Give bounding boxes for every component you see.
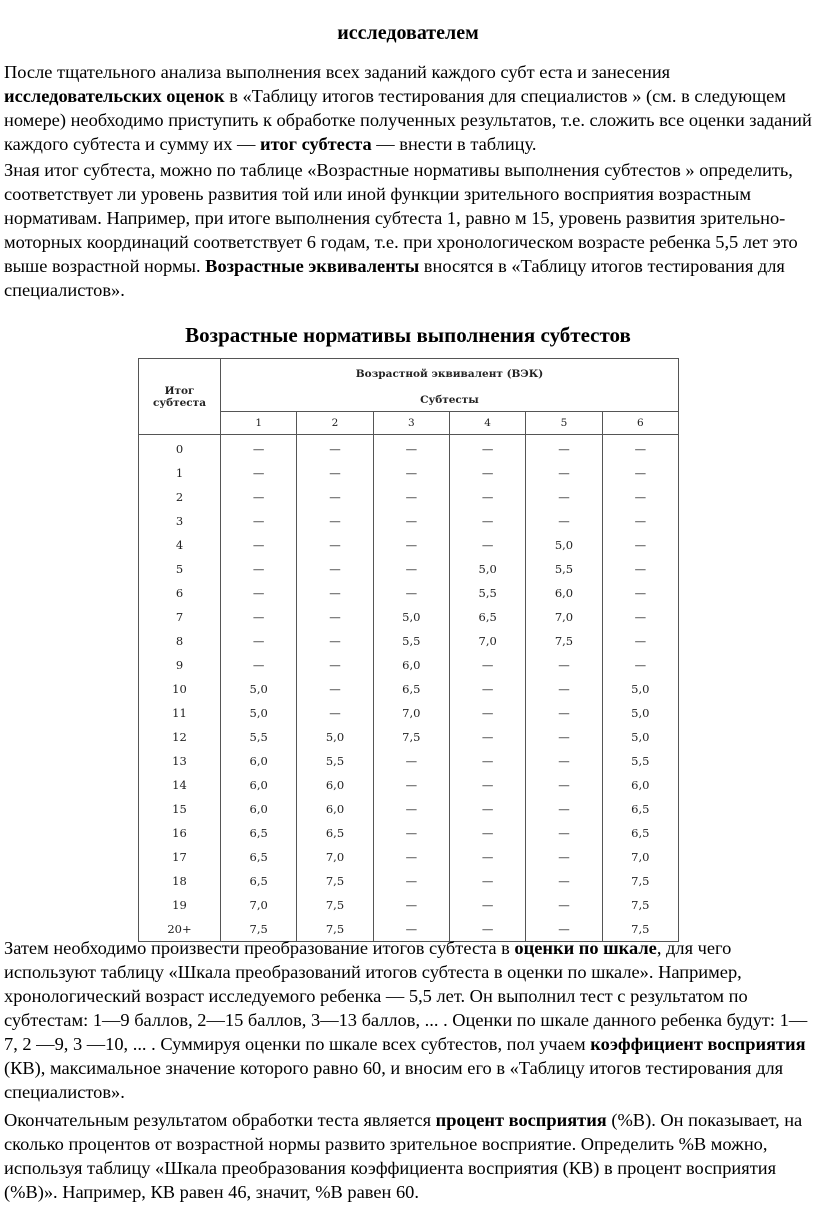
table-row bbox=[139, 893, 679, 917]
column-header-subtest: 1 bbox=[221, 412, 297, 435]
table-row bbox=[139, 869, 679, 893]
age-equivalent-cell: — bbox=[373, 749, 449, 773]
age-equivalent-cell: — bbox=[602, 605, 678, 629]
score-cell: 8 bbox=[139, 629, 221, 653]
age-equivalent-cell: — bbox=[221, 629, 297, 653]
paragraph-scores-summing bbox=[4, 60, 812, 156]
age-equivalent-cell: — bbox=[449, 893, 525, 917]
age-equivalent-cell: — bbox=[449, 653, 525, 677]
score-cell: 2 bbox=[139, 485, 221, 509]
age-equivalent-cell: 6,0 bbox=[221, 773, 297, 797]
age-equivalent-cell: — bbox=[221, 557, 297, 581]
table-row bbox=[139, 749, 679, 773]
text-span: в «Таблицу итогов тестирования для специалистов » (см. в следующем номере) необходимо приступить к обработке полученных результатов, т.е. сложить все оценки заданий каждого субтеста и сумму их — bbox=[4, 86, 812, 154]
age-equivalent-cell: — bbox=[297, 581, 373, 605]
score-cell: 15 bbox=[139, 797, 221, 821]
age-equivalent-cell: — bbox=[297, 557, 373, 581]
age-equivalent-cell: — bbox=[602, 533, 678, 557]
age-equivalent-cell: — bbox=[373, 581, 449, 605]
score-cell: 13 bbox=[139, 749, 221, 773]
table-title: Возрастные нормативы выполнения субтестов bbox=[185, 323, 631, 347]
age-equivalent-cell: 7,0 bbox=[602, 845, 678, 869]
table-row bbox=[139, 701, 679, 725]
table-row bbox=[139, 821, 679, 845]
text-span: , для чего используют таблицу «Шкала преобразований итогов субтеста в оценки по шкале». Например, хронологический возраст исследуемого ребенка — 5,5 лет. Он выполнил тест с результатом по субтестам: 1—9 баллов, 2—15 баллов, 3—13 баллов, ... . Оценки по шкале данного ребенка будут: 1—7, 2 —9, 3 —10, ... . Суммируя оценки по шкале всех субтестов, пол учаем bbox=[4, 938, 808, 1054]
age-equivalent-cell: 7,0 bbox=[449, 629, 525, 653]
age-equivalent-cell: — bbox=[221, 581, 297, 605]
age-equivalent-cell: 7,5 bbox=[602, 917, 678, 942]
age-equivalent-cell: 7,0 bbox=[297, 845, 373, 869]
age-equivalent-cell: 7,5 bbox=[526, 629, 602, 653]
age-equivalent-cell: — bbox=[297, 605, 373, 629]
age-equivalent-cell: — bbox=[221, 605, 297, 629]
age-equivalent-cell: 6,0 bbox=[373, 653, 449, 677]
table-row bbox=[139, 629, 679, 653]
age-equivalent-cell: 7,5 bbox=[297, 869, 373, 893]
age-equivalent-cell: — bbox=[449, 917, 525, 942]
age-equivalent-cell: — bbox=[602, 461, 678, 485]
age-equivalent-cell: — bbox=[373, 557, 449, 581]
age-equivalent-cell: 7,5 bbox=[602, 893, 678, 917]
age-equivalent-cell: — bbox=[526, 845, 602, 869]
term-scale-scores: оценки по шкале bbox=[514, 938, 657, 958]
age-equivalent-cell: — bbox=[373, 485, 449, 509]
column-header-subtest: 3 bbox=[373, 412, 449, 435]
age-equivalent-cell: — bbox=[449, 725, 525, 749]
age-equivalent-cell: — bbox=[449, 845, 525, 869]
age-equivalent-cell: — bbox=[602, 557, 678, 581]
age-equivalent-cell: — bbox=[373, 869, 449, 893]
text-span: (КВ), максимальное значение которого равно 60, и вносим его в «Таблицу итогов тестирования для специалистов». bbox=[4, 1058, 784, 1102]
age-equivalent-cell: — bbox=[449, 435, 525, 462]
score-cell: 6 bbox=[139, 581, 221, 605]
column-header-subtest: 2 bbox=[297, 412, 373, 435]
age-equivalent-cell: — bbox=[221, 461, 297, 485]
age-equivalent-cell: — bbox=[526, 485, 602, 509]
score-cell: 5 bbox=[139, 557, 221, 581]
age-equivalent-cell: — bbox=[602, 509, 678, 533]
age-equivalent-cell: — bbox=[221, 435, 297, 462]
table-row bbox=[139, 845, 679, 869]
text-span: Затем необходимо произвести преобразование итогов субтеста в bbox=[4, 938, 515, 958]
paragraph-scale-conversion bbox=[4, 936, 812, 1104]
age-equivalent-cell: — bbox=[373, 533, 449, 557]
age-equivalent-cell: — bbox=[297, 509, 373, 533]
table-row bbox=[139, 557, 679, 581]
age-equivalent-cell: 5,0 bbox=[602, 725, 678, 749]
table-body bbox=[139, 435, 679, 942]
age-equivalent-cell: 5,0 bbox=[449, 557, 525, 581]
score-cell: 14 bbox=[139, 773, 221, 797]
age-equivalent-cell: — bbox=[602, 581, 678, 605]
table-row bbox=[139, 485, 679, 509]
text-span: Зная итог субтеста, можно по таблице «Возрастные нормативы выполнения субтестов » определить, соответствует ли уровень развития той или иной функции зрительного восприятия возрастным нормативам. Например, при итоге выполнения субтеста 1, равно м 15, уровень развития зрительно-моторных координаций соответствует 6 годам, т.е. при хронологическом возрасте ребенка 5,5 лет это выше возрастной нормы. bbox=[4, 160, 798, 276]
age-equivalent-cell: — bbox=[602, 629, 678, 653]
table-row bbox=[139, 677, 679, 701]
age-equivalent-cell: 5,0 bbox=[297, 725, 373, 749]
age-equivalent-cell: — bbox=[297, 701, 373, 725]
age-equivalent-cell: — bbox=[297, 435, 373, 462]
text-span: вносятся в «Таблицу итогов тестирования для специалистов». bbox=[4, 256, 785, 300]
age-equivalent-cell: 5,5 bbox=[449, 581, 525, 605]
table-row bbox=[139, 533, 679, 557]
table-row bbox=[139, 653, 679, 677]
age-equivalent-cell: — bbox=[602, 485, 678, 509]
score-cell: 12 bbox=[139, 725, 221, 749]
paragraph-perception-percent bbox=[4, 1108, 812, 1204]
age-equivalent-cell: — bbox=[297, 653, 373, 677]
age-equivalent-cell: — bbox=[373, 435, 449, 462]
age-equivalent-cell: — bbox=[526, 461, 602, 485]
age-norms-table bbox=[138, 358, 679, 942]
age-equivalent-cell: — bbox=[526, 893, 602, 917]
age-equivalent-cell: 6,5 bbox=[297, 821, 373, 845]
age-equivalent-cell: — bbox=[373, 821, 449, 845]
table-row bbox=[139, 435, 679, 462]
age-equivalent-cell: 6,5 bbox=[449, 605, 525, 629]
age-equivalent-cell: 5,5 bbox=[221, 725, 297, 749]
age-equivalent-cell: — bbox=[373, 917, 449, 942]
score-cell: 20+ bbox=[139, 917, 221, 942]
text-span: После тщательного анализа выполнения всех заданий каждого субт еста и занесения bbox=[4, 62, 671, 82]
age-equivalent-cell: 5,5 bbox=[373, 629, 449, 653]
section-heading: исследователем bbox=[337, 22, 479, 44]
subtests-header: Субтесты bbox=[221, 389, 679, 412]
term-perception-percent: процент восприятия bbox=[435, 1110, 607, 1130]
age-equivalent-cell: 7,5 bbox=[373, 725, 449, 749]
age-equivalent-cell: 5,0 bbox=[526, 533, 602, 557]
age-equivalent-cell: — bbox=[602, 435, 678, 462]
age-equivalent-cell: — bbox=[221, 509, 297, 533]
age-equivalent-cell: 7,0 bbox=[373, 701, 449, 725]
table-row bbox=[139, 461, 679, 485]
term-research-scores: исследовательских оценок bbox=[4, 86, 225, 106]
column-header-subtest: 5 bbox=[526, 412, 602, 435]
age-equivalent-cell: — bbox=[526, 701, 602, 725]
age-equivalent-cell: — bbox=[526, 917, 602, 942]
age-equivalent-cell: 6,0 bbox=[602, 773, 678, 797]
score-cell: 17 bbox=[139, 845, 221, 869]
age-equivalent-cell: — bbox=[526, 435, 602, 462]
score-cell: 18 bbox=[139, 869, 221, 893]
term-age-equivalents: Возрастные эквиваленты bbox=[205, 256, 420, 276]
age-equivalent-cell: — bbox=[602, 653, 678, 677]
age-equivalent-cell: — bbox=[373, 797, 449, 821]
age-equivalent-cell: — bbox=[526, 869, 602, 893]
age-equivalent-cell: — bbox=[221, 533, 297, 557]
text-span: (%В). Он показывает, на сколько процентов от возрастной нормы развито зрительное восприятие. Определить %В можно, используя таблицу «Шкала преобразования коэффициента восприятия (КВ) в процент восприятия (%В)». Например, КВ равен 46, значит, %В равен 60. bbox=[4, 1110, 803, 1202]
age-equivalent-cell: 6,0 bbox=[221, 797, 297, 821]
table-row bbox=[139, 773, 679, 797]
age-equivalent-cell: 6,5 bbox=[602, 821, 678, 845]
age-equivalent-cell: 7,5 bbox=[221, 917, 297, 942]
age-equivalent-cell: — bbox=[373, 461, 449, 485]
score-cell: 9 bbox=[139, 653, 221, 677]
column-header-subtest: 6 bbox=[602, 412, 678, 435]
age-equivalent-cell: 6,0 bbox=[526, 581, 602, 605]
age-equivalent-cell: — bbox=[297, 677, 373, 701]
age-equivalent-cell: — bbox=[221, 485, 297, 509]
age-equivalent-cell: — bbox=[526, 677, 602, 701]
age-equivalent-cell: — bbox=[221, 653, 297, 677]
score-cell: 11 bbox=[139, 701, 221, 725]
age-equivalent-cell: — bbox=[449, 533, 525, 557]
table-row bbox=[139, 605, 679, 629]
age-equivalent-cell: — bbox=[449, 749, 525, 773]
age-equivalent-cell: — bbox=[449, 821, 525, 845]
text-span: — внести в таблицу. bbox=[371, 134, 537, 154]
age-equivalent-cell: 6,0 bbox=[297, 797, 373, 821]
age-equivalent-cell: 5,5 bbox=[297, 749, 373, 773]
age-equivalent-cell: 5,0 bbox=[602, 701, 678, 725]
table-row bbox=[139, 581, 679, 605]
age-equivalent-cell: — bbox=[297, 533, 373, 557]
age-equivalent-cell: 5,5 bbox=[526, 557, 602, 581]
paragraph-age-norms bbox=[4, 158, 812, 302]
age-equivalent-cell: — bbox=[526, 773, 602, 797]
age-equivalent-cell: — bbox=[297, 629, 373, 653]
term-perception-coefficient: коэффициент восприятия bbox=[590, 1034, 806, 1054]
age-equivalent-cell: — bbox=[526, 725, 602, 749]
age-equivalent-cell: — bbox=[373, 773, 449, 797]
score-cell: 0 bbox=[139, 435, 221, 462]
age-equivalent-cell: — bbox=[449, 677, 525, 701]
row-header: Итог субтеста bbox=[139, 359, 221, 435]
age-equivalent-cell: — bbox=[449, 701, 525, 725]
age-equivalent-cell: — bbox=[526, 509, 602, 533]
age-equivalent-cell: — bbox=[449, 509, 525, 533]
score-cell: 4 bbox=[139, 533, 221, 557]
age-equivalent-cell: — bbox=[526, 749, 602, 773]
age-equivalent-cell: 6,5 bbox=[221, 821, 297, 845]
term-subtest-total: итог субтеста bbox=[260, 134, 372, 154]
age-equivalent-cell: — bbox=[373, 893, 449, 917]
age-equivalent-cell: 6,0 bbox=[297, 773, 373, 797]
group-header: Возрастной эквивалент (ВЭК) bbox=[221, 359, 679, 390]
age-equivalent-cell: 6,5 bbox=[373, 677, 449, 701]
table-row bbox=[139, 509, 679, 533]
age-equivalent-cell: — bbox=[449, 797, 525, 821]
age-equivalent-cell: — bbox=[449, 773, 525, 797]
table-row bbox=[139, 797, 679, 821]
age-equivalent-cell: — bbox=[297, 461, 373, 485]
score-cell: 10 bbox=[139, 677, 221, 701]
age-equivalent-cell: 5,0 bbox=[221, 677, 297, 701]
age-equivalent-cell: — bbox=[449, 485, 525, 509]
age-equivalent-cell: 5,5 bbox=[602, 749, 678, 773]
age-equivalent-cell: — bbox=[373, 845, 449, 869]
age-equivalent-cell: — bbox=[297, 485, 373, 509]
table-row bbox=[139, 725, 679, 749]
age-equivalent-cell: — bbox=[526, 653, 602, 677]
age-equivalent-cell: 5,0 bbox=[373, 605, 449, 629]
age-equivalent-cell: 5,0 bbox=[602, 677, 678, 701]
age-equivalent-cell: 5,0 bbox=[221, 701, 297, 725]
age-equivalent-cell: 7,5 bbox=[602, 869, 678, 893]
age-equivalent-cell: 6,5 bbox=[221, 845, 297, 869]
score-cell: 1 bbox=[139, 461, 221, 485]
age-equivalent-cell: 7,0 bbox=[526, 605, 602, 629]
age-equivalent-cell: — bbox=[449, 461, 525, 485]
text-span: Окончательным результатом обработки теста является bbox=[4, 1110, 436, 1130]
age-equivalent-cell: 7,5 bbox=[297, 917, 373, 942]
age-equivalent-cell: 6,5 bbox=[602, 797, 678, 821]
score-cell: 3 bbox=[139, 509, 221, 533]
age-equivalent-cell: — bbox=[373, 509, 449, 533]
score-cell: 19 bbox=[139, 893, 221, 917]
score-cell: 16 bbox=[139, 821, 221, 845]
age-equivalent-cell: 6,5 bbox=[221, 869, 297, 893]
column-header-subtest: 4 bbox=[449, 412, 525, 435]
age-equivalent-cell: — bbox=[526, 797, 602, 821]
score-cell: 7 bbox=[139, 605, 221, 629]
age-equivalent-cell: 7,5 bbox=[297, 893, 373, 917]
age-equivalent-cell: 7,0 bbox=[221, 893, 297, 917]
age-equivalent-cell: — bbox=[526, 821, 602, 845]
age-equivalent-cell: — bbox=[449, 869, 525, 893]
age-equivalent-cell: 6,0 bbox=[221, 749, 297, 773]
